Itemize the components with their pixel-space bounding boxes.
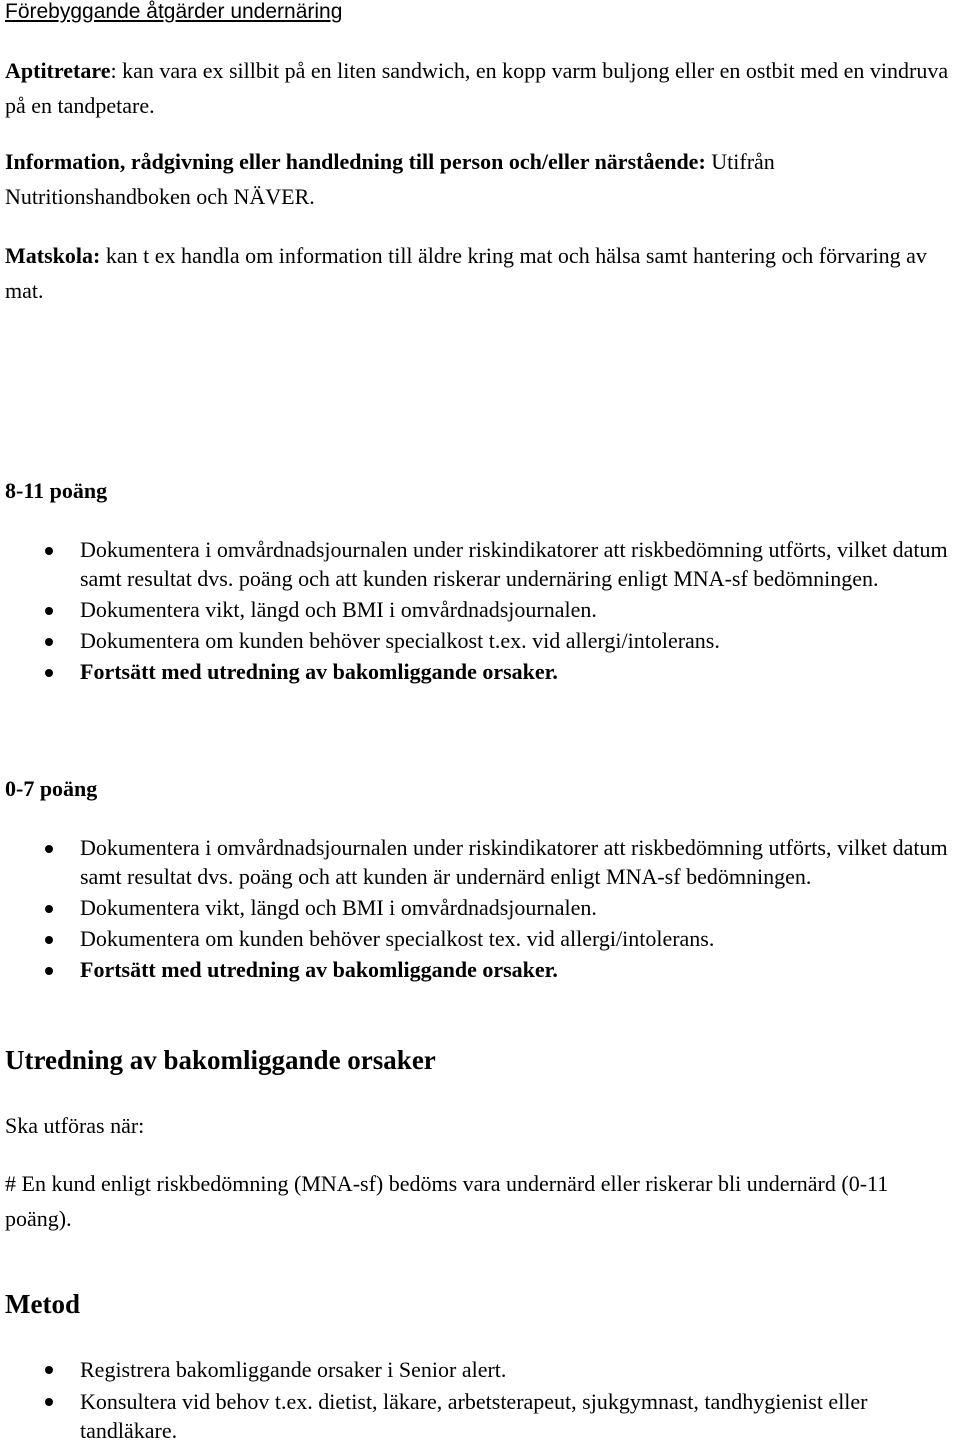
information-paragraph xyxy=(5,144,955,214)
list-item: Dokumentera vikt, längd och BMI i omvårdnadsjournalen. xyxy=(0,894,950,923)
list-item: Dokumentera om kunden behöver specialkost t.ex. vid allergi/intolerans. xyxy=(0,627,950,656)
bullet-icon xyxy=(45,967,53,975)
bullet-icon xyxy=(45,547,53,555)
information-label: Information, rådgivning eller handledning till person och/eller närstående: xyxy=(5,149,706,174)
matskola-text: kan t ex handla om information till äldre kring mat och hälsa samt hantering och förvaring av mat. xyxy=(5,243,927,303)
utredning-condition: # En kund enligt riskbedömning (MNA-sf) bedöms vara undernärd eller riskerar bli undernärd (0-11 poäng). xyxy=(5,1171,889,1231)
bullet-icon xyxy=(45,905,53,913)
section-8-11-list xyxy=(0,536,950,689)
bullet-icon xyxy=(45,1398,53,1406)
bullet-icon xyxy=(45,845,53,853)
metod-heading: Metod xyxy=(5,1289,80,1319)
list-item: Dokumentera i omvårdnadsjournalen under riskindikatorer att riskbedömning utförts, vilket datum samt resultat dvs. poäng och att kunden riskerar undernäring enligt MNA-sf bedömningen. xyxy=(0,536,950,593)
aptitretare-label: Aptitretare xyxy=(5,58,111,83)
list-item: Konsultera vid behov t.ex. dietist, läkare, arbetsterapeut, sjukgymnast, tandhygienist eller tandläkare. xyxy=(0,1387,950,1445)
list-item: Dokumentera om kunden behöver specialkost tex. vid allergi/intolerans. xyxy=(0,925,950,954)
bullet-icon xyxy=(45,638,53,646)
section-0-7-list xyxy=(0,834,950,987)
list-item: Fortsätt med utredning av bakomliggande orsaker. xyxy=(0,956,950,985)
aptitretare-paragraph xyxy=(5,53,955,123)
list-item: Dokumentera vikt, längd och BMI i omvårdnadsjournalen. xyxy=(0,596,950,625)
bullet-icon xyxy=(45,607,53,615)
bullet-icon xyxy=(45,936,53,944)
utredning-heading: Utredning av bakomliggande orsaker xyxy=(5,1045,436,1075)
matskola-paragraph xyxy=(5,238,955,308)
list-item: Dokumentera i omvårdnadsjournalen under riskindikatorer att riskbedömning utförts, vilket datum samt resultat dvs. poäng och att kunden är undernärd enligt MNA-sf bedömningen. xyxy=(0,834,950,891)
list-item: Fortsätt med utredning av bakomliggande orsaker. xyxy=(0,658,950,687)
information-text: Utifrån Nutritionshandboken och NÄVER. xyxy=(5,149,775,209)
bullet-icon xyxy=(45,669,53,677)
section-0-7-heading: 0-7 poäng xyxy=(5,776,98,801)
metod-list xyxy=(0,1355,950,1447)
page-title: Förebyggande åtgärder undernäring xyxy=(5,0,343,23)
section-8-11-heading: 8-11 poäng xyxy=(5,478,108,503)
list-item: Registrera bakomliggande orsaker i Senior alert. xyxy=(0,1355,950,1384)
bullet-icon xyxy=(45,1366,53,1374)
aptitretare-text: : kan vara ex sillbit på en liten sandwich, en kopp varm buljong eller en ostbit med en vindruva på en tandpetare. xyxy=(5,58,949,118)
utredning-when-label: Ska utföras när: xyxy=(5,1113,145,1138)
matskola-label: Matskola: xyxy=(5,243,101,268)
